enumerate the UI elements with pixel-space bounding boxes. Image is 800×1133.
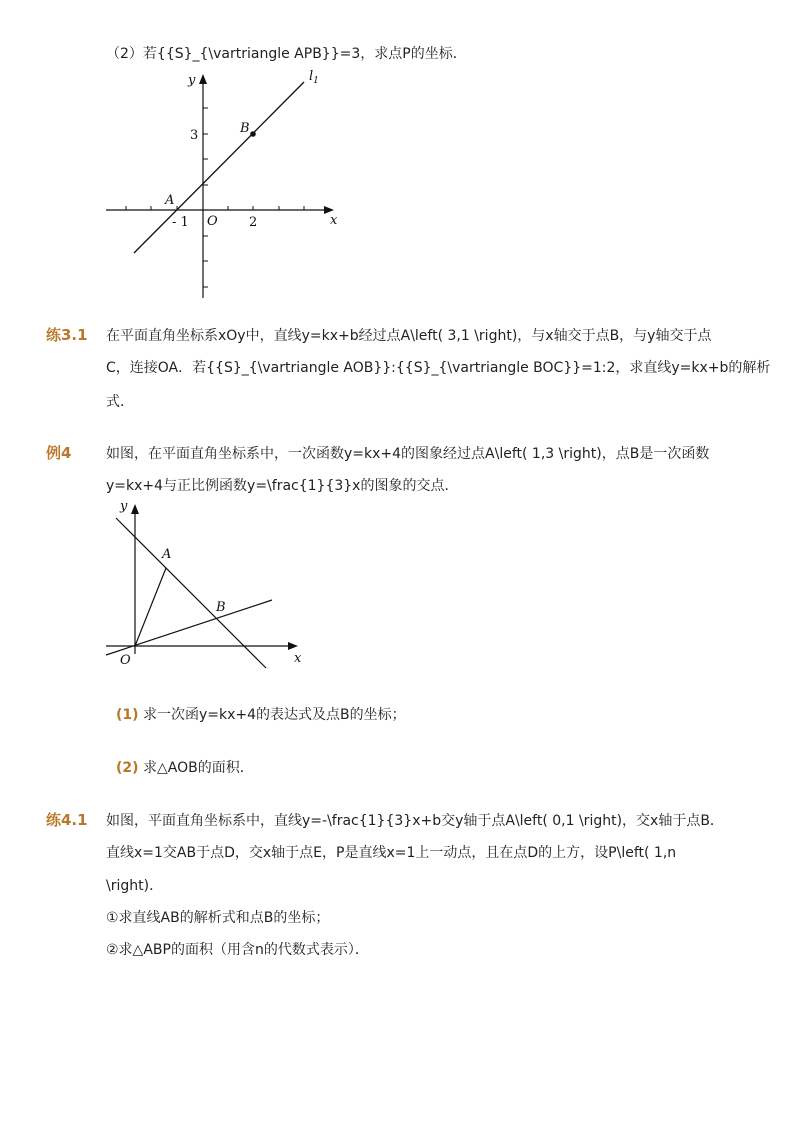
point-B-label: B	[240, 121, 250, 136]
segment-OA	[135, 568, 166, 646]
x-axis-label-2: x	[294, 651, 302, 666]
origin-label: O	[207, 214, 218, 229]
tick-neg1-label: - 1	[172, 215, 189, 230]
y-axis-label-2: y	[120, 499, 128, 514]
origin-label-2: O	[120, 653, 131, 668]
tick-2-label: 2	[249, 215, 258, 230]
x-axis-label: x	[330, 213, 338, 228]
exercise-4-1-label: 练4.1	[46, 811, 88, 829]
question-2-number: (2)	[116, 760, 139, 776]
exercise-3-1-line-3: 式．	[106, 394, 134, 410]
example-4-line-1: 如图，在平面直角坐标系中，一次函数y=kx+4的图象经过点A\left( 1,3 \right)，点B是一次函数	[106, 446, 710, 462]
point-A-label-2: A	[162, 547, 172, 562]
point-A-label: A	[165, 193, 175, 208]
exercise-4-1-line-1: 如图，平面直角坐标系中，直线y=-\frac{1}{3}x+b交y轴于点A\left( 0,1 \right)，交x轴于点B．	[106, 813, 724, 829]
example-4-question-1	[116, 705, 406, 725]
exercise-4-1-line-3: \right)．	[106, 878, 164, 894]
example-4-line-2: y=kx+4与正比例函数y=\frac{1}{3}x的图象的交点．	[106, 478, 459, 494]
line-label: $l_1$	[309, 69, 319, 86]
example-4-question-2	[116, 758, 254, 778]
question-2-text: 求△AOB的面积．	[143, 760, 254, 776]
exercise-3-1-line-1: 在平面直角坐标系xOy中，直线y=kx+b经过点A\left( 3,1 \right)，与x轴交于点B，与y轴交于点	[106, 328, 712, 344]
tick-3-label: 3	[190, 128, 199, 143]
line-proportional	[106, 600, 272, 655]
exercise-4-1-line-2: 直线x=1交AB于点D，交x轴于点E，P是直线x=1上一动点，且在点D的上方，设P\left( 1,n	[106, 845, 677, 861]
question-1-number: (1)	[116, 707, 139, 723]
question-1-text: 求一次函y=kx+4的表达式及点B的坐标；	[143, 707, 406, 723]
y-axis-label: y	[188, 73, 196, 88]
exercise-4-1-line-4: ①求直线AB的解析式和点B的坐标；	[106, 910, 330, 926]
example-4-label: 例4	[46, 444, 72, 462]
exercise-4-1-line-5: ②求△ABP的面积（用含n的代数式表示）．	[106, 942, 369, 958]
exercise-3-1-line-2: C，连接OA．若{{S}_{\vartriangle AOB}}:{{S}_{\vartriangle BOC}}=1:2，求直线y=kx+b的解析	[106, 360, 771, 376]
exercise-3-1-label: 练3.1	[46, 326, 88, 344]
part2-question: （2）若{{S}_{\vartriangle APB}}=3，求点P的坐标．	[106, 46, 467, 62]
point-B-label-2: B	[216, 600, 226, 615]
